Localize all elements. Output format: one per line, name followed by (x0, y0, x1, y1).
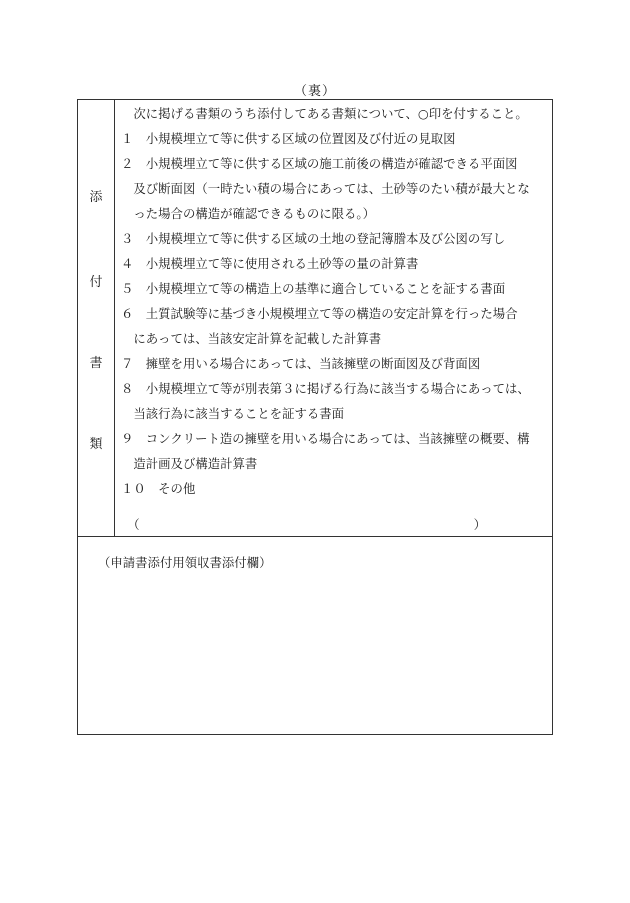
list-item: にあっては、当該安定計算を記載した計算書 (121, 331, 382, 346)
list-item: １ 小規模埋立て等に供する区域の位置図及び付近の見取図 (121, 131, 456, 146)
list-item: ９ コンクリート造の擁壁を用いる場合にあっては、当該擁壁の概要、構 (121, 431, 530, 446)
list-item: 造計画及び構造計算書 (121, 456, 258, 471)
section-label-column (78, 100, 115, 536)
document-list (115, 100, 552, 536)
section-label-char: 書 (89, 356, 103, 371)
list-item: ５ 小規模埋立て等の構造上の基準に適合していることを証する書面 (121, 281, 506, 296)
instruction-line: 次に掲げる書類のうち添付してある書類について、○印を付すること。 (121, 106, 528, 121)
other-open-paren: （ (121, 517, 140, 532)
list-item: 及び断面図（一時たい積の場合にあっては、土砂等のたい積が最大とな (121, 181, 530, 196)
section-divider (78, 536, 552, 537)
list-item: 当該行為に該当することを証する書面 (121, 406, 345, 421)
receipt-attachment-label: （申請書添付用領収書添付欄） (98, 555, 272, 570)
list-item: った場合の構造が確認できるものに限る。） (121, 206, 376, 221)
attachment-form (77, 99, 553, 735)
list-item: ６ 土質試験等に基づき小規模埋立て等の構造の安定計算を行った場合 (121, 306, 518, 321)
list-item: ２ 小規模埋立て等に供する区域の施工前後の構造が確認できる平面図 (121, 156, 518, 171)
page-side-label: （裏） (293, 84, 336, 99)
other-close-paren: ） (473, 517, 486, 532)
section-label-char: 類 (89, 437, 103, 452)
list-item: ４ 小規模埋立て等に使用される土砂等の量の計算書 (121, 256, 419, 271)
list-item: ３ 小規模埋立て等に供する区域の土地の登記簿謄本及び公図の写し (121, 231, 506, 246)
section-label-char: 添 (89, 190, 103, 205)
list-item: １０ その他 (121, 481, 196, 496)
section-label-char: 付 (89, 275, 103, 290)
list-item: ８ 小規模埋立て等が別表第３に掲げる行為に該当する場合にあっては、 (121, 381, 530, 396)
list-item: ７ 擁壁を用いる場合にあっては、当該擁壁の断面図及び背面図 (121, 356, 481, 371)
